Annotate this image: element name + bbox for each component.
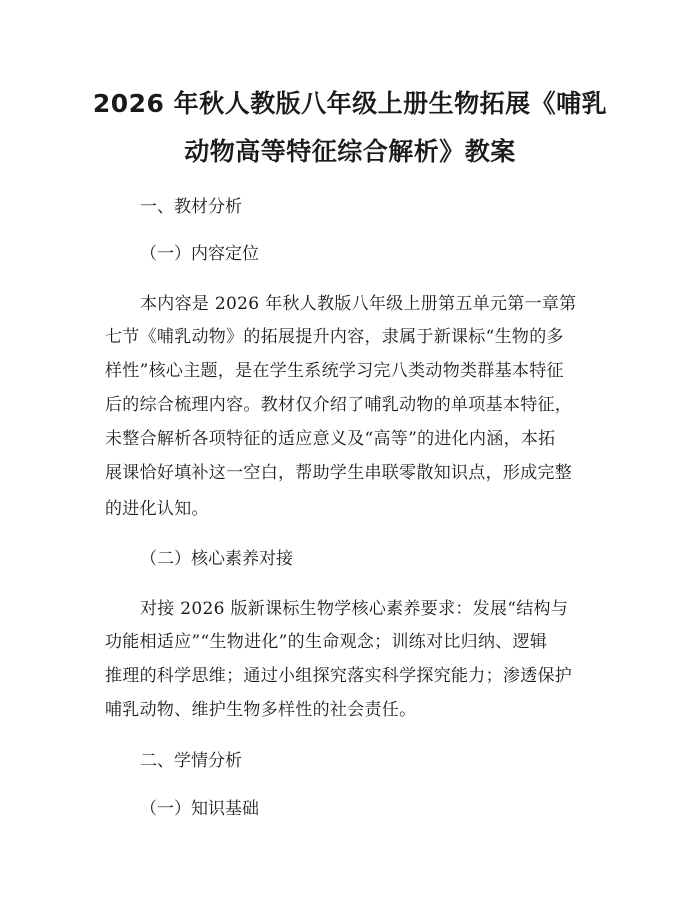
paragraph-line: 七节《哺乳动物》的拓展提升内容，隶属于新课标“生物的多 [105, 327, 564, 347]
paragraph-line: 后的综合梳理内容。教材仅介绍了哺乳动物的单项基本特征， [105, 395, 573, 415]
subsection-heading-content-positioning: （一）内容定位 [140, 244, 259, 264]
subsection-heading-knowledge-base: （一）知识基础 [140, 799, 259, 819]
paragraph-line: 哺乳动物、维护生物多样性的社会责任。 [105, 700, 417, 720]
paragraph-line: 样性”核心主题，是在学生系统学习完八类动物类群基本特征 [105, 361, 564, 381]
paragraph-line: 功能相适应”“生物进化”的生命观念；训练对比归纳、逻辑 [105, 632, 548, 652]
paragraph-line: 的进化认知。 [105, 499, 209, 519]
subsection-heading-core-literacy: （二）核心素养对接 [140, 549, 293, 569]
paragraph-line: 展课恰好填补这一空白，帮助学生串联零散知识点，形成完整 [105, 463, 573, 483]
paragraph-line: 推理的科学思维；通过小组探究落实科学探究能力；渗透保护 [105, 666, 573, 686]
document-title-line-1: 2026 年秋人教版八年级上册生物拓展《哺乳 [92, 89, 608, 118]
paragraph-line: 本内容是 2026 年秋人教版八年级上册第五单元第一章第 [140, 294, 577, 314]
paragraph-line: 未整合解析各项特征的适应意义及“高等”的进化内涵，本拓 [105, 429, 556, 449]
section-heading-learner-analysis: 二、学情分析 [140, 751, 242, 771]
document-title-line-2: 动物高等特征综合解析》教案 [184, 137, 516, 166]
paragraph-line: 对接 2026 版新课标生物学核心素养要求：发展“结构与 [140, 599, 569, 619]
section-heading-teaching-material: 一、教材分析 [140, 197, 242, 217]
